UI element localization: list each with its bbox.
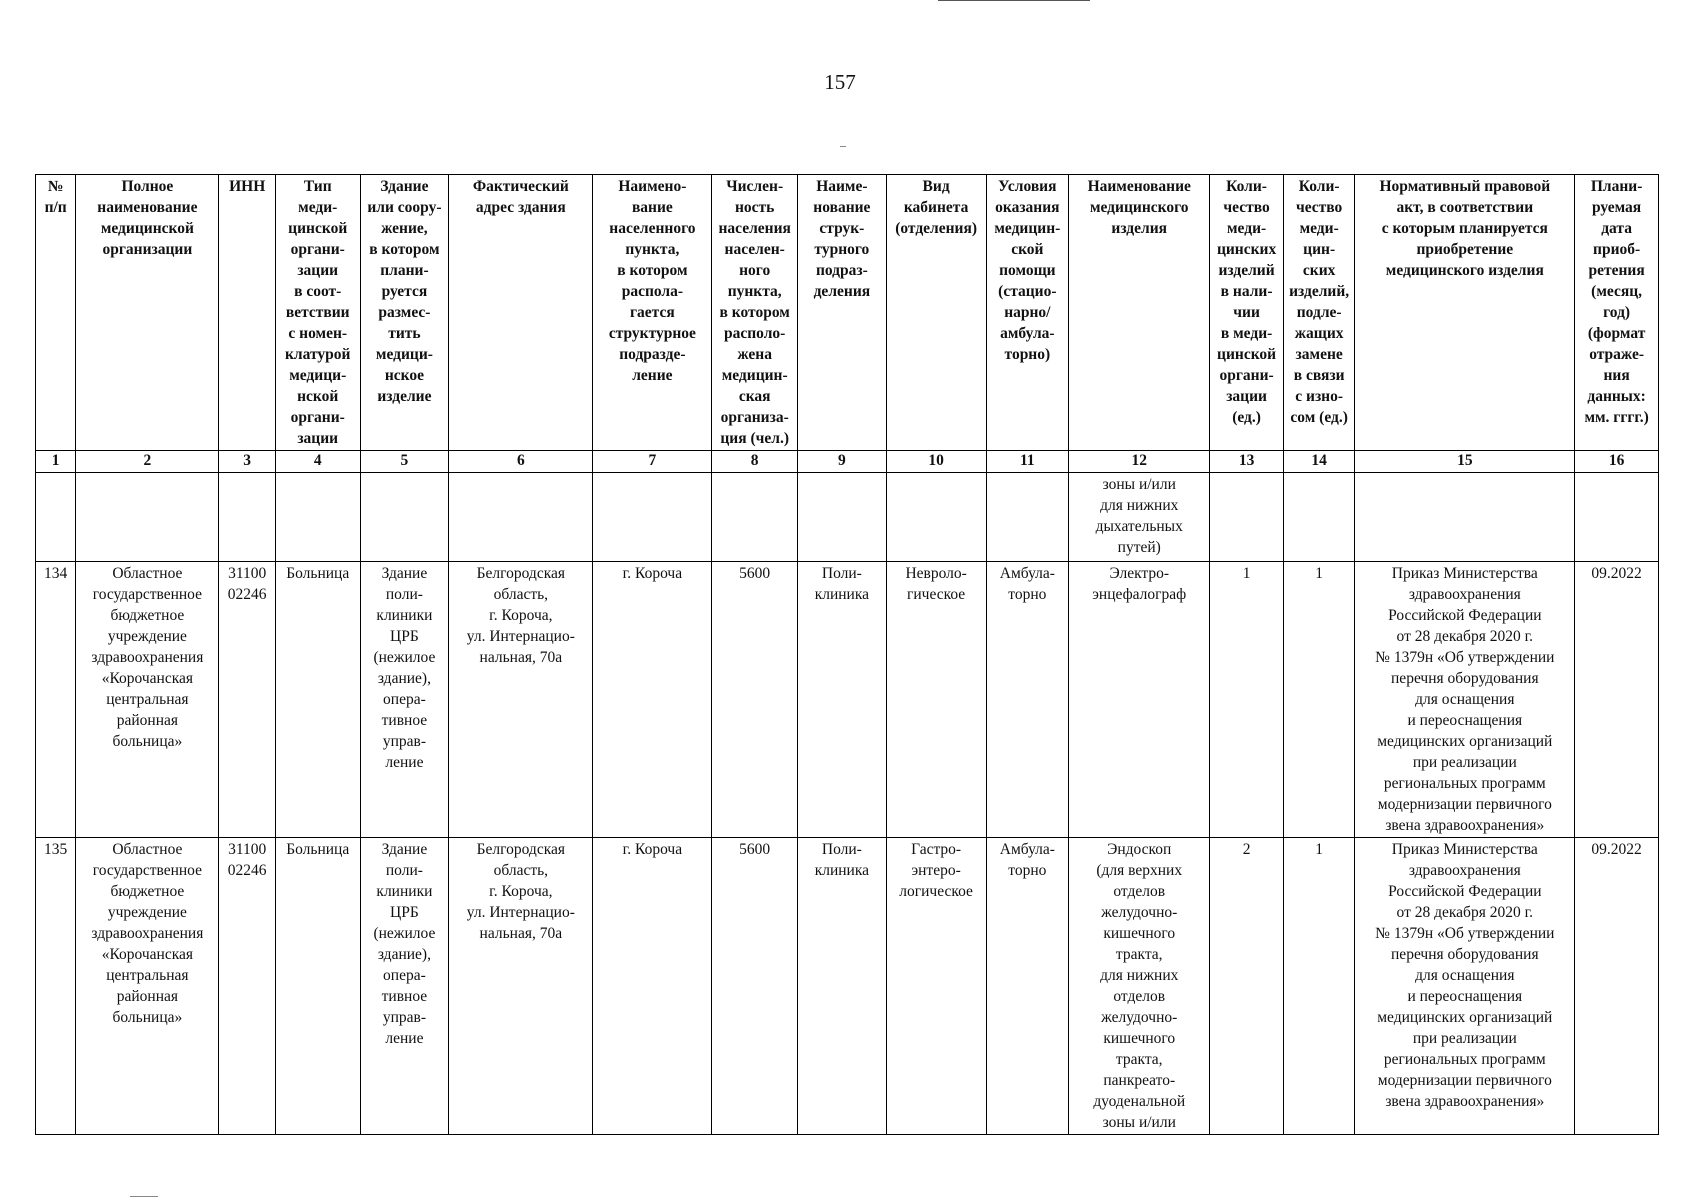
header-cell-locality: Наимено- вание населенного пункта, в котором распола- гается структурное подразде- ление	[593, 175, 712, 451]
header-cell-inn: ИНН	[219, 175, 275, 451]
table-cell	[1210, 473, 1284, 562]
address-cell: Белгородская область, г. Короча, ул. Интернацио- нальная, 70а	[449, 562, 593, 838]
conditions-cell: Амбула- торно	[986, 562, 1069, 838]
header-cell-qty-replace: Коли- чество меди- цин- ских изделий, подле- жащих замене в связи с изно- сом (ед.)	[1283, 175, 1355, 451]
table-cell	[712, 473, 798, 562]
cabinet-cell: Гастро- энтеро- логическое	[886, 838, 986, 1135]
qty-present-cell: 1	[1210, 562, 1284, 838]
population-cell: 5600	[712, 562, 798, 838]
column-number: 16	[1575, 451, 1659, 473]
header-cell-date: Плани- руемая дата приоб- ретения (месяц, год) (формат отраже- ния данных: мм. гггг.)	[1575, 175, 1659, 451]
table-cell	[886, 473, 986, 562]
header-cell-conditions: Условия оказания медицин- ской помощи (стацио- нарно/ амбула- торно)	[986, 175, 1069, 451]
table-cell	[275, 473, 360, 562]
device-cell: Электро- энцефалограф	[1069, 562, 1210, 838]
equipment-register-table	[35, 174, 1659, 1135]
header-cell-building: Здание или соору- жение, в котором плани- руется размес- тить медици- нское изделие	[360, 175, 449, 451]
org-type-cell: Больница	[275, 838, 360, 1135]
address-cell: Белгородская область, г. Короча, ул. Интернацио- нальная, 70а	[449, 838, 593, 1135]
table-row	[36, 562, 1659, 838]
table-cell	[449, 473, 593, 562]
column-number: 4	[275, 451, 360, 473]
table-cell	[986, 473, 1069, 562]
org-type-cell: Больница	[275, 562, 360, 838]
device-cell: зоны и/или для нижних дыхательных путей)	[1069, 473, 1210, 562]
unit-cell: Поли- клиника	[798, 838, 887, 1135]
column-number: 13	[1210, 451, 1284, 473]
header-cell-cabinet: Вид кабинета (отделения)	[886, 175, 986, 451]
org-name-cell: Областное государственное бюджетное учреждение здравоохранения «Корочанская центральная районная больница»	[76, 562, 219, 838]
legal-act-cell: Приказ Министерства здравоохранения Российской Федерации от 28 декабря 2020 г. № 1379н «Об утверждении перечня оборудования для оснащения и переоснащения медицинских организаций при реализации региональных программ модернизации первичного звена здравоохранения»	[1355, 838, 1575, 1135]
header-row	[36, 175, 1659, 451]
continuation-row	[36, 473, 1659, 562]
column-number: 1	[36, 451, 76, 473]
column-number: 3	[219, 451, 275, 473]
device-cell: Эндоскоп (для верхних отделов желудочно- кишечного тракта, для нижних отделов желудочно- кишечного тракта, панкреато- дуоденальной зоны и/или	[1069, 838, 1210, 1135]
column-number: 2	[76, 451, 219, 473]
column-number: 8	[712, 451, 798, 473]
building-cell: Здание поли- клиники ЦРБ (нежилое здание), опера- тивное управ- ление	[360, 838, 449, 1135]
table-cell	[360, 473, 449, 562]
header-cell-unit: Наиме- нование струк- турного подраз- деления	[798, 175, 887, 451]
scan-mark	[130, 1196, 158, 1197]
table-row	[36, 838, 1659, 1135]
column-number: 10	[886, 451, 986, 473]
table-cell	[219, 473, 275, 562]
column-number: 15	[1355, 451, 1575, 473]
planned-date-cell: 09.2022	[1575, 838, 1659, 1135]
org-name-cell: Областное государственное бюджетное учреждение здравоохранения «Корочанская центральная районная больница»	[76, 838, 219, 1135]
column-number: 5	[360, 451, 449, 473]
header-cell-device: Наименование медицинского изделия	[1069, 175, 1210, 451]
header-cell-act: Нормативный правовой акт, в соответствии с которым планируется приобретение медицинского изделия	[1355, 175, 1575, 451]
header-cell-org: Полное наименование медицинской организации	[76, 175, 219, 451]
header-cell-n: № п/п	[36, 175, 76, 451]
scan-mark	[840, 146, 846, 147]
column-number: 9	[798, 451, 887, 473]
qty-replace-cell: 1	[1283, 838, 1355, 1135]
header-cell-qty-present: Коли- чество меди- цинских изделий в нали- чии в меди- цинской органи- зации (ед.)	[1210, 175, 1284, 451]
column-number: 12	[1069, 451, 1210, 473]
cabinet-cell: Невроло- гическое	[886, 562, 986, 838]
column-number: 14	[1283, 451, 1355, 473]
table-cell	[36, 473, 76, 562]
column-number-row	[36, 451, 1659, 473]
column-number: 11	[986, 451, 1069, 473]
table-cell	[798, 473, 887, 562]
column-number: 7	[593, 451, 712, 473]
inn-cell: 31100 02246	[219, 838, 275, 1135]
header-cell-address: Фактический адрес здания	[449, 175, 593, 451]
header-cell-population: Числен- ность населения населен- ного пункта, в котором располо- жена медицин- ская организа- ция (чел.)	[712, 175, 798, 451]
table-cell	[1575, 473, 1659, 562]
unit-cell: Поли- клиника	[798, 562, 887, 838]
building-cell: Здание поли- клиники ЦРБ (нежилое здание), опера- тивное управ- ление	[360, 562, 449, 838]
table-cell	[1355, 473, 1575, 562]
column-number: 6	[449, 451, 593, 473]
inn-cell: 31100 02246	[219, 562, 275, 838]
locality-cell: г. Короча	[593, 838, 712, 1135]
legal-act-cell: Приказ Министерства здравоохранения Российской Федерации от 28 декабря 2020 г. № 1379н «Об утверждении перечня оборудования для оснащения и переоснащения медицинских организаций при реализации региональных программ модернизации первичного звена здравоохранения»	[1355, 562, 1575, 838]
population-cell: 5600	[712, 838, 798, 1135]
top-scan-rule	[938, 0, 1090, 1]
row-number-cell: 134	[36, 562, 76, 838]
header-cell-type: Тип меди- цинской органи- зации в соот- ветствии с номен- клатурой медици- нской органи- зации	[275, 175, 360, 451]
table-cell	[76, 473, 219, 562]
row-number-cell: 135	[36, 838, 76, 1135]
planned-date-cell: 09.2022	[1575, 562, 1659, 838]
table-cell	[593, 473, 712, 562]
conditions-cell: Амбула- торно	[986, 838, 1069, 1135]
qty-present-cell: 2	[1210, 838, 1284, 1135]
table-cell	[1283, 473, 1355, 562]
page-number: 157	[824, 70, 856, 94]
locality-cell: г. Короча	[593, 562, 712, 838]
qty-replace-cell: 1	[1283, 562, 1355, 838]
